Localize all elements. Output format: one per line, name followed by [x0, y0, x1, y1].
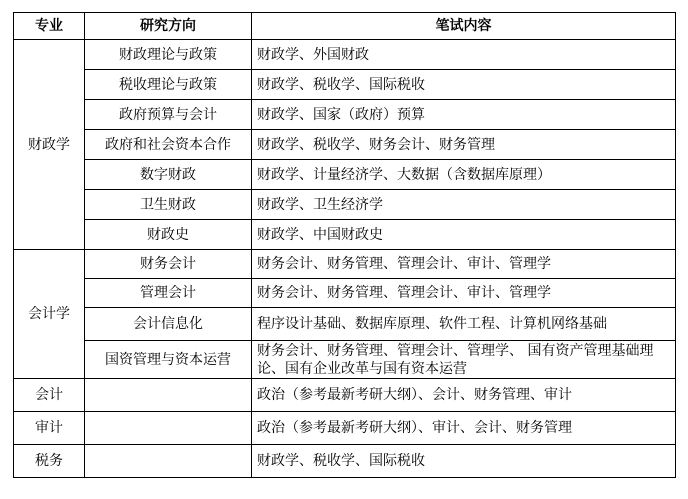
- table-row: [14, 40, 676, 70]
- table-row: [14, 70, 676, 100]
- table-row: [14, 445, 676, 478]
- table-row: [14, 279, 676, 308]
- direction-cell: 财务会计: [85, 250, 252, 279]
- direction-cell: [85, 379, 252, 412]
- exam-cell: 财务会计、财务管理、管理会计、审计、管理学: [252, 279, 676, 308]
- major-cell: 财政学: [14, 40, 85, 250]
- table-row: [14, 379, 676, 412]
- exam-cell: 财政学、税收学、国际税收: [252, 445, 676, 478]
- table-row: [14, 100, 676, 130]
- direction-cell: [85, 445, 252, 478]
- major-cell: 会计: [14, 379, 85, 412]
- header-major: 专业: [14, 13, 85, 40]
- header-row: [14, 13, 676, 40]
- table-row: [14, 308, 676, 341]
- exam-cell: 财政学、中国财政史: [252, 220, 676, 250]
- exam-cell: 财务会计、财务管理、管理会计、审计、管理学: [252, 250, 676, 279]
- exam-cell: 程序设计基础、数据库原理、软件工程、计算机网络基础: [252, 308, 676, 341]
- direction-cell: 财政史: [85, 220, 252, 250]
- exam-cell: 政治（参考最新考研大纲）、会计、财务管理、审计: [252, 379, 676, 412]
- direction-cell: 卫生财政: [85, 190, 252, 220]
- major-cell: 会计学: [14, 250, 85, 379]
- direction-cell: 会计信息化: [85, 308, 252, 341]
- exam-content-table: [13, 12, 676, 478]
- direction-cell: 管理会计: [85, 279, 252, 308]
- direction-cell: 政府和社会资本合作: [85, 130, 252, 160]
- exam-cell: 财政学、税收学、国际税收: [252, 70, 676, 100]
- direction-cell: 政府预算与会计: [85, 100, 252, 130]
- table-row: [14, 250, 676, 279]
- direction-cell: 税收理论与政策: [85, 70, 252, 100]
- exam-cell: 财政学、计量经济学、大数据（含数据库原理）: [252, 160, 676, 190]
- table-row: [14, 220, 676, 250]
- direction-cell: 国资管理与资本运营: [85, 341, 252, 379]
- table-row: [14, 130, 676, 160]
- exam-cell: 财务会计、财务管理、管理会计、管理学、 国有资产管理基础理论、国有企业改革与国有资本运营: [252, 341, 676, 379]
- direction-cell: 财政理论与政策: [85, 40, 252, 70]
- table-row: [14, 190, 676, 220]
- direction-cell: [85, 412, 252, 445]
- table-row: [14, 341, 676, 379]
- exam-cell: 财政学、外国财政: [252, 40, 676, 70]
- header-direction: 研究方向: [85, 13, 252, 40]
- exam-cell: 财政学、税收学、财务会计、财务管理: [252, 130, 676, 160]
- table-row: [14, 412, 676, 445]
- major-cell: 审计: [14, 412, 85, 445]
- header-exam: 笔试内容: [252, 13, 676, 40]
- major-cell: 税务: [14, 445, 85, 478]
- table-row: [14, 160, 676, 190]
- exam-cell: 财政学、卫生经济学: [252, 190, 676, 220]
- exam-cell: 财政学、国家（政府）预算: [252, 100, 676, 130]
- direction-cell: 数字财政: [85, 160, 252, 190]
- exam-cell: 政治（参考最新考研大纲）、审计、会计、财务管理: [252, 412, 676, 445]
